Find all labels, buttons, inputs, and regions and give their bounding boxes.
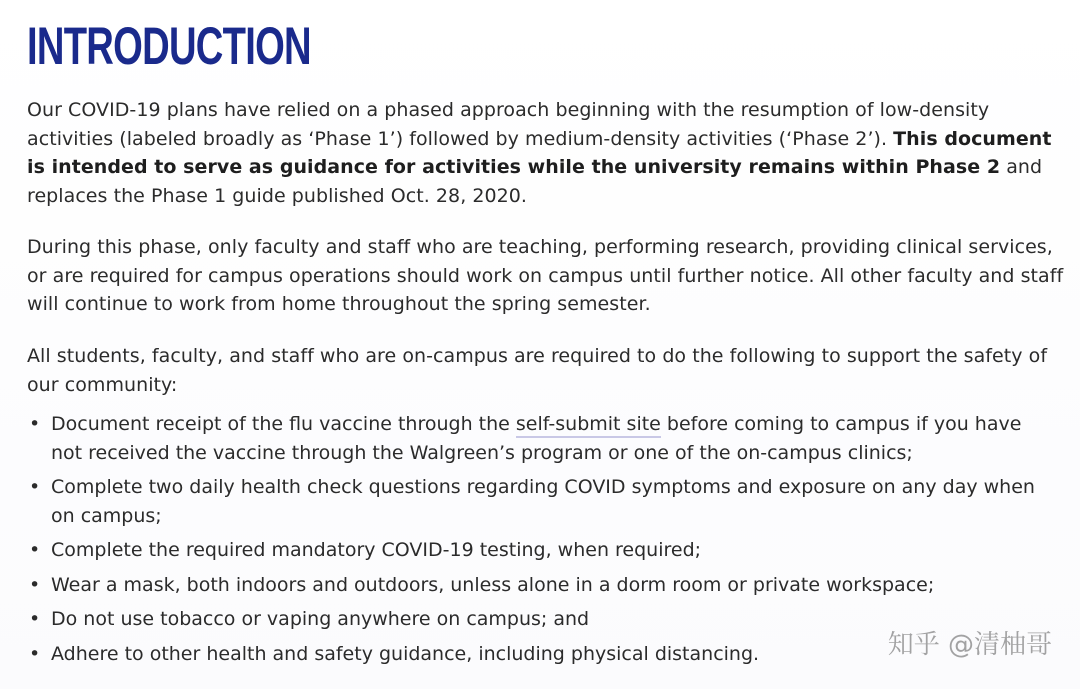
intro-paragraph-1-tail: and replaces the Phase 1 guide published Oct. 28, 2020.	[27, 156, 1043, 207]
section-heading: INTRODUCTION	[27, 17, 311, 76]
list-item-text: Complete two daily health check questions regarding COVID symptoms and exposure on any day when on campus;	[51, 476, 1035, 527]
bullet-marker: •	[29, 642, 41, 665]
list-item-health-check	[27, 473, 1047, 530]
bullet-marker: •	[29, 476, 41, 498]
list-item-text-before-link: Document receipt of the flu vaccine through the	[51, 413, 516, 435]
intro-paragraph-2: During this phase, only faculty and staff who are teaching, performing research, providing clinical services, or are required for campus operations should work on campus until further notice. All other faculty and staff will continue to work from home throughout the spring semester.	[27, 236, 1064, 315]
watermark: 知乎 @清柚哥	[887, 630, 1052, 660]
list-item-testing	[27, 536, 1047, 565]
list-item-text: Adhere to other health and safety guidance, including physical distancing.	[51, 642, 760, 665]
intro-paragraph-3: All students, faculty, and staff who are on-campus are required to do the following to support the safety of our community:	[27, 345, 1048, 396]
list-item-text: Complete the required mandatory COVID-19 testing, when required;	[51, 539, 702, 561]
intro-paragraph-1-bold: This document is intended to serve as guidance for activities while the university remains within Phase 2	[27, 127, 1052, 178]
bullet-marker: •	[29, 539, 41, 561]
bullet-marker: •	[29, 413, 41, 435]
bullet-marker: •	[29, 608, 41, 630]
list-item-flu-vaccine	[27, 410, 1047, 467]
intro-paragraph-1-lead: Our COVID-19 plans have relied on a phased approach beginning with the resumption of low-density activities (labeled broadly as ‘Phase 1’) followed by medium-density activities (‘Phase 2’).	[27, 99, 990, 150]
self-submit-site-link[interactable]: self-submit site	[516, 413, 661, 438]
list-item-text-after-link: before coming to campus if you have not received the vaccine through the Walgreen’s program or one of the on-campus clinics;	[51, 413, 1022, 464]
list-item-mask	[27, 571, 1047, 600]
intro-paragraph-1	[27, 96, 1067, 210]
list-item-text: Do not use tobacco or vaping anywhere on campus; and	[51, 608, 590, 630]
list-item-text: Wear a mask, both indoors and outdoors, unless alone in a dorm room or private workspace;	[51, 573, 935, 596]
bullet-marker: •	[29, 573, 41, 596]
